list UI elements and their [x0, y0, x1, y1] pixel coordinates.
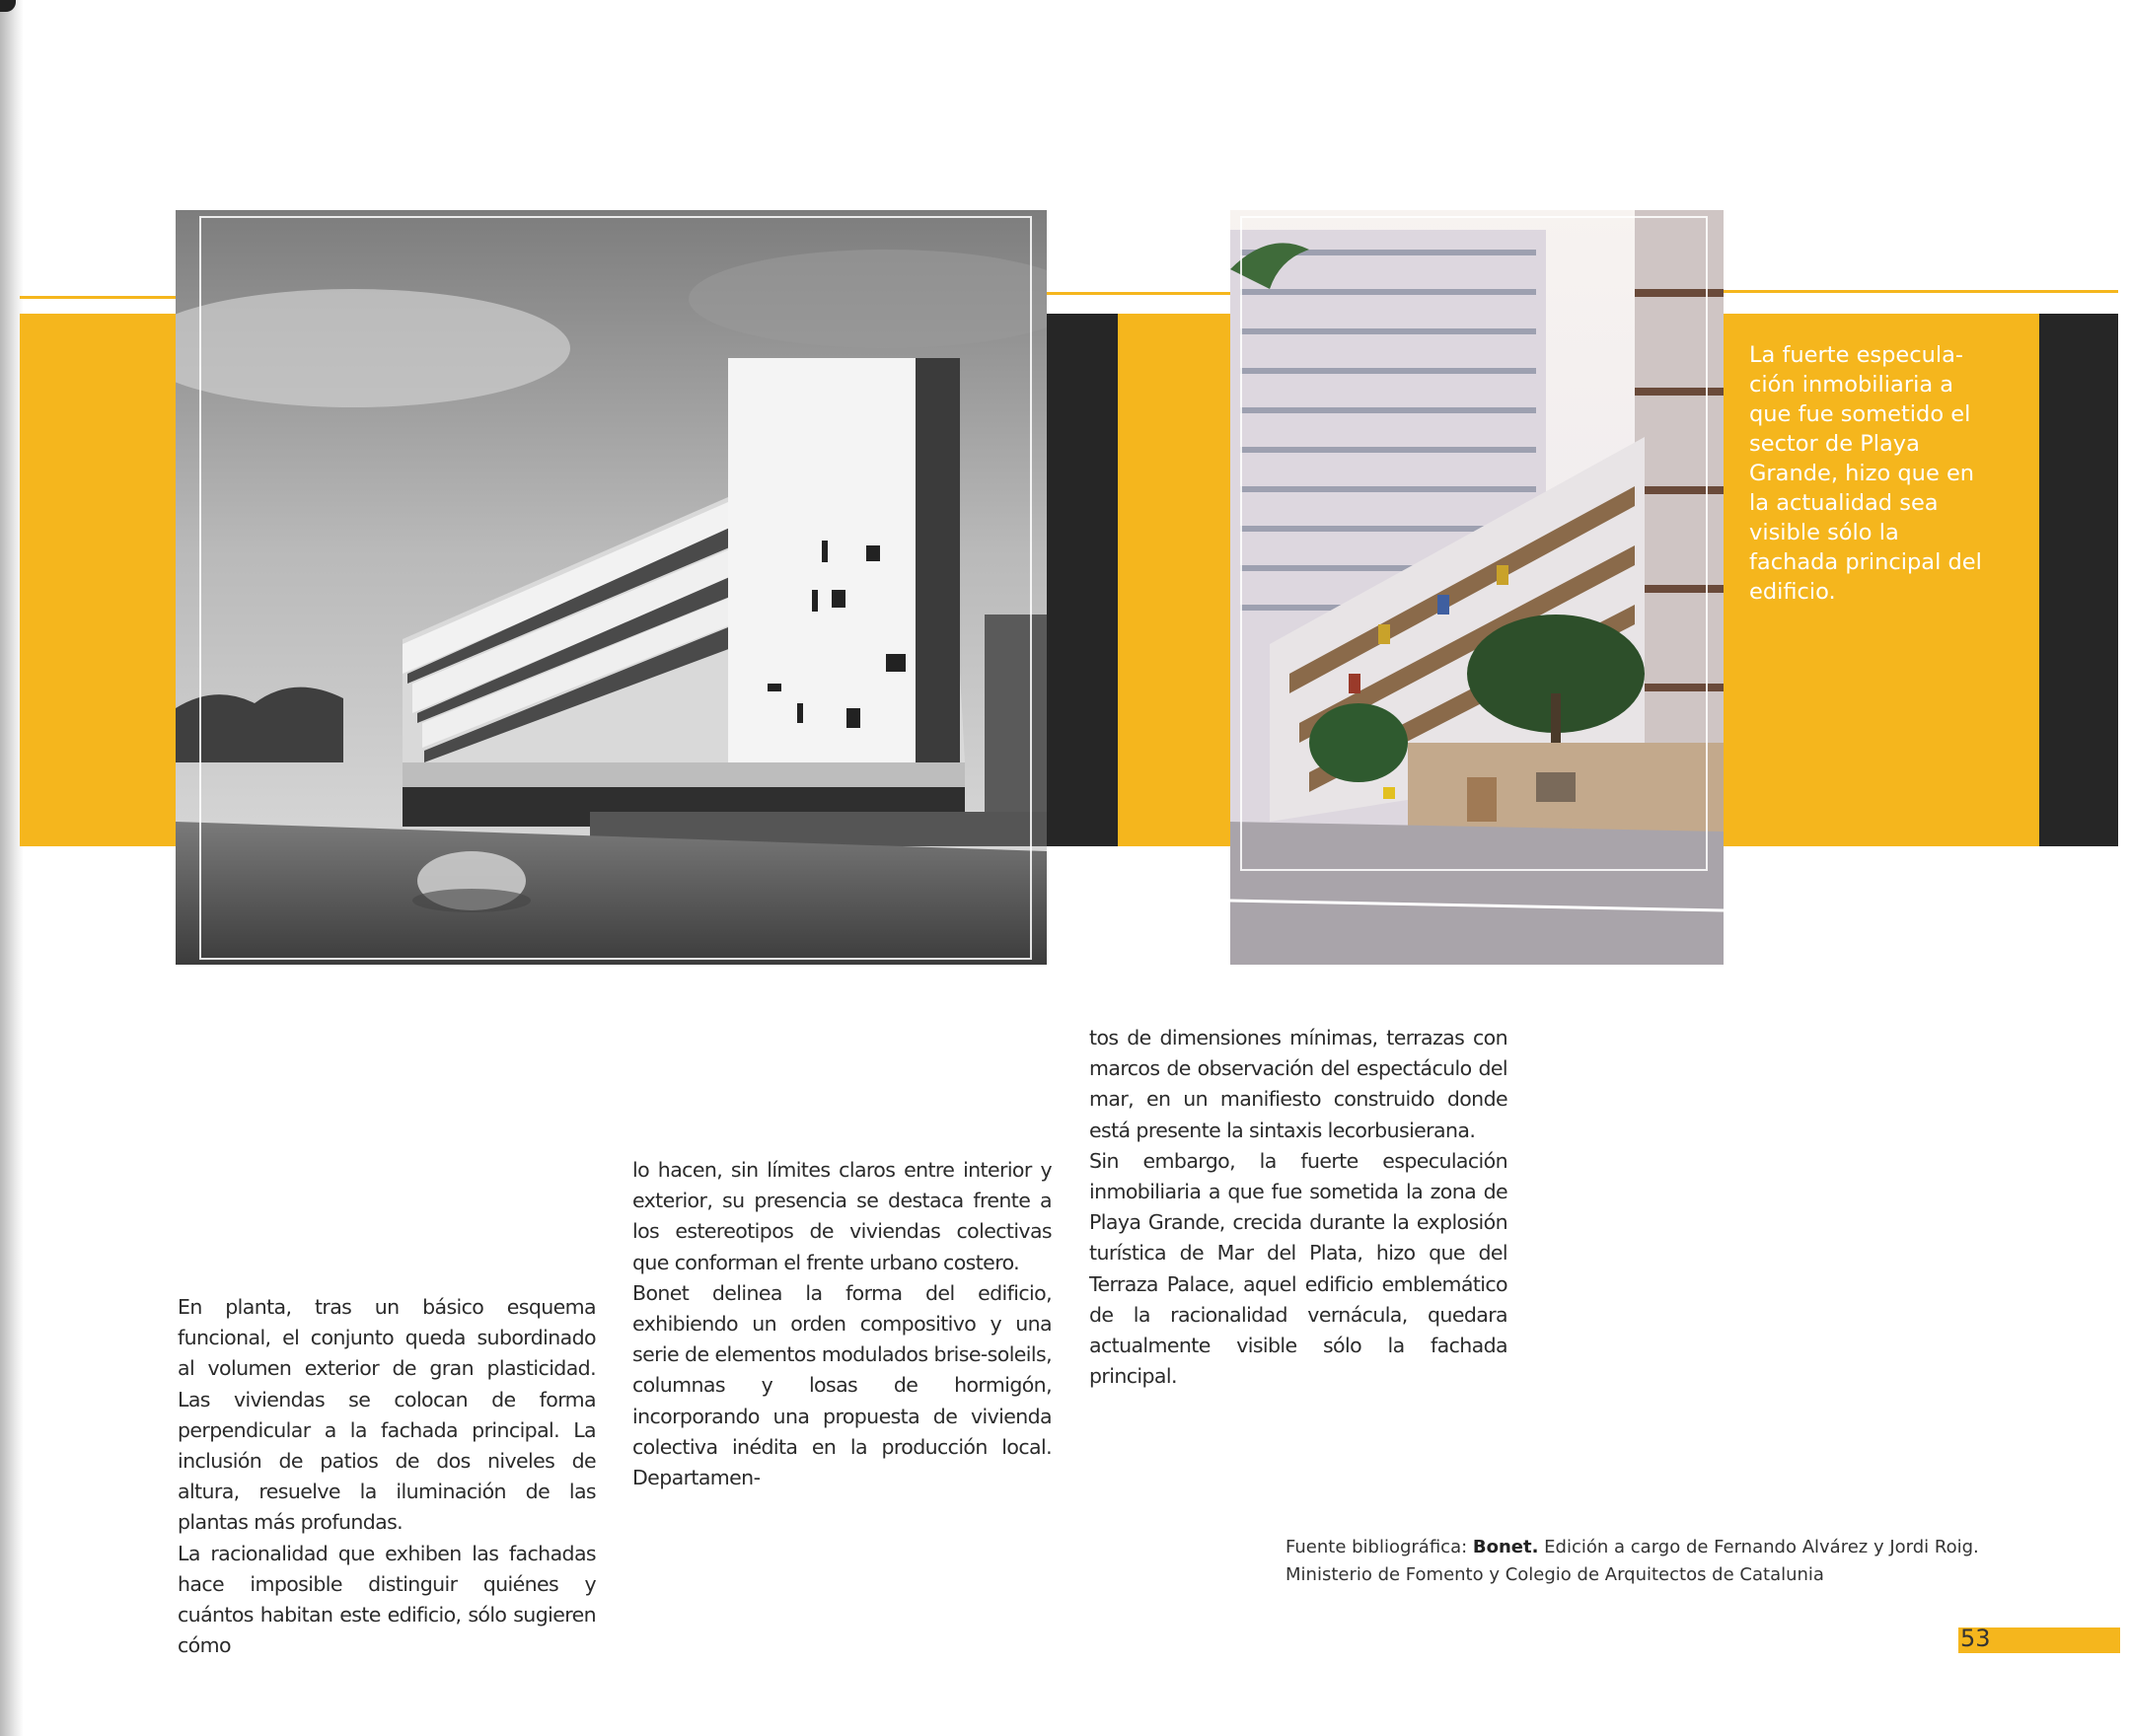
text-column-2	[632, 1155, 1052, 1493]
source-title: Bonet.	[1472, 1537, 1539, 1557]
text-column-1	[178, 1292, 596, 1661]
photo-caption: La fuerte especula-ción inmobiliaria a que fue sometido el sector de Playa Grande, hizo que en la actualidad sea visible sólo la fachada principal del edificio.	[1749, 342, 1982, 605]
yellow-rule-left	[20, 296, 176, 299]
page-spine	[0, 0, 24, 1736]
paragraph: Bonet delinea la forma del edificio, exhibiendo un orden compositivo y una serie de elementos modulados brise-soleils, columnas y losas de hormigón, incorporando una propuesta de vivienda colectiva inédita en la producción local. Departamen-	[632, 1280, 1052, 1490]
paragraph: tos de dimensiones mínimas, terrazas con marcos de observación del espectáculo del mar, en un manifiesto construido donde está presente la sintaxis lecorbusierana.	[1089, 1026, 1507, 1142]
yellow-rule-middle	[1047, 292, 1230, 295]
dark-block-middle	[1047, 314, 1118, 846]
photo-building-bw	[176, 210, 1047, 965]
bibliographic-source	[1285, 1534, 1996, 1589]
yellow-band-left	[20, 314, 176, 846]
photo-building-color	[1230, 210, 1724, 965]
dark-block-right	[2039, 314, 2118, 846]
paragraph: lo hacen, sin límites claros entre interior y exterior, su presencia se destaca frente a los estereotipos de viviendas colectivas que conforman el frente urbano costero.	[632, 1158, 1052, 1274]
page-number: 53	[1960, 1625, 1991, 1652]
yellow-rule-right	[1724, 290, 2118, 293]
source-line-2: Ministerio de Fomento y Colegio de Arquitectos de Catalunia	[1285, 1564, 1824, 1585]
paragraph: En planta, tras un básico esquema funcional, el conjunto queda subordinado al volumen exterior de gran plasticidad. Las viviendas se colocan de forma perpendicular a la fachada principal. La inclusión de patios de dos niveles de altura, resuelve la iluminación de las plantas más profundas.	[178, 1295, 596, 1535]
text-column-3	[1089, 1023, 1507, 1392]
paragraph: Sin embargo, la fuerte especulación inmobiliaria a que fue sometida la zona de Playa Grande, crecida durante la explosión turística de Mar del Plata, hizo que del Terraza Palace, aquel edificio emblemático de la racionalidad vernácula, quedara actualmente visible sólo la fachada principal.	[1089, 1148, 1507, 1389]
paragraph: La racionalidad que exhiben las fachadas hace imposible distinguir quiénes y cuántos habitan este edificio, sólo sugieren cómo	[178, 1541, 596, 1658]
source-line-1: Fuente bibliográfica: Bonet. Edición a cargo de Fernando Alvárez y Jordi Roig.	[1285, 1537, 1979, 1557]
